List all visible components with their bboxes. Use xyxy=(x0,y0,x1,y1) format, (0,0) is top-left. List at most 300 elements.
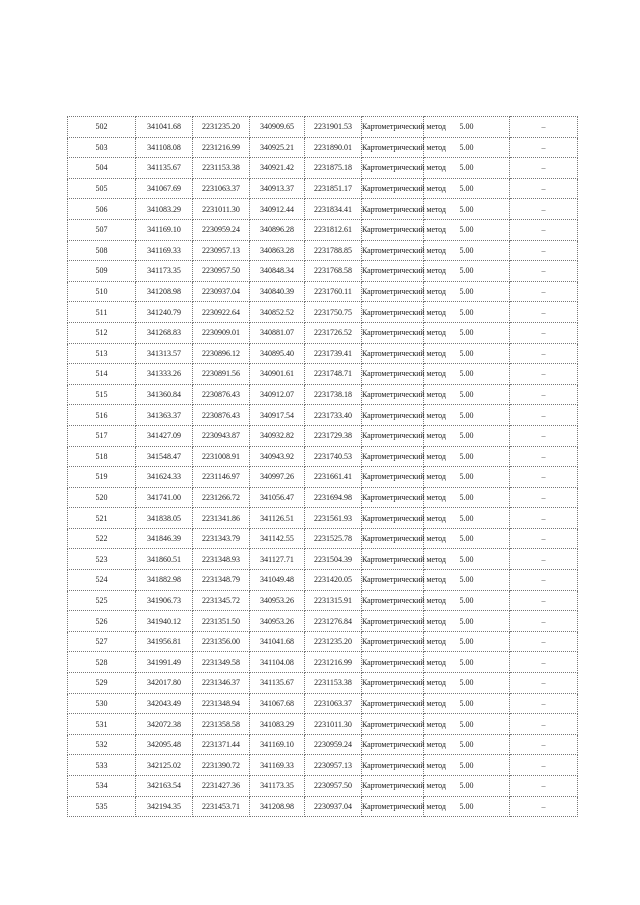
row-number-cell: 503 xyxy=(68,137,136,158)
y1-cell: 2231348.93 xyxy=(193,549,250,570)
x1-cell: 341313.57 xyxy=(136,343,193,364)
method-cell: Картометрический метод xyxy=(362,219,424,240)
accuracy-cell: 5.00 xyxy=(424,446,510,467)
accuracy-cell: 5.00 xyxy=(424,528,510,549)
accuracy-cell: 5.00 xyxy=(424,364,510,385)
x2-cell: 340932.82 xyxy=(250,425,305,446)
note-cell: – xyxy=(510,673,578,694)
row-number-cell: 515 xyxy=(68,384,136,405)
row-number-cell: 521 xyxy=(68,508,136,529)
x2-cell: 340917.54 xyxy=(250,405,305,426)
table-row xyxy=(68,240,578,261)
table-row xyxy=(68,570,578,591)
method-cell: Картометрический метод xyxy=(362,549,424,570)
x2-cell: 341127.71 xyxy=(250,549,305,570)
accuracy-cell: 5.00 xyxy=(424,631,510,652)
y2-cell: 2231739.41 xyxy=(305,343,362,364)
note-cell: – xyxy=(510,611,578,632)
x1-cell: 341268.83 xyxy=(136,322,193,343)
y1-cell: 2231348.79 xyxy=(193,570,250,591)
x1-cell: 342125.02 xyxy=(136,755,193,776)
note-cell: – xyxy=(510,570,578,591)
x2-cell: 340881.07 xyxy=(250,322,305,343)
accuracy-cell: 5.00 xyxy=(424,734,510,755)
row-number-cell: 525 xyxy=(68,590,136,611)
x2-cell: 340848.34 xyxy=(250,261,305,282)
method-cell: Картометрический метод xyxy=(362,240,424,261)
method-cell: Картометрический метод xyxy=(362,364,424,385)
x1-cell: 341135.67 xyxy=(136,158,193,179)
y1-cell: 2230937.04 xyxy=(193,281,250,302)
y2-cell: 2231726.52 xyxy=(305,322,362,343)
y2-cell: 2231011.30 xyxy=(305,714,362,735)
x2-cell: 341083.29 xyxy=(250,714,305,735)
row-number-cell: 508 xyxy=(68,240,136,261)
row-number-cell: 507 xyxy=(68,219,136,240)
note-cell: – xyxy=(510,302,578,323)
note-cell: – xyxy=(510,425,578,446)
note-cell: – xyxy=(510,590,578,611)
row-number-cell: 534 xyxy=(68,776,136,797)
y2-cell: 2230959.24 xyxy=(305,734,362,755)
x2-cell: 340943.92 xyxy=(250,446,305,467)
row-number-cell: 535 xyxy=(68,796,136,817)
y1-cell: 2231341.86 xyxy=(193,508,250,529)
method-cell: Картометрический метод xyxy=(362,508,424,529)
row-number-cell: 511 xyxy=(68,302,136,323)
y2-cell: 2231216.99 xyxy=(305,652,362,673)
x1-cell: 341169.33 xyxy=(136,240,193,261)
note-cell: – xyxy=(510,528,578,549)
y1-cell: 2231235.20 xyxy=(193,117,250,138)
y2-cell: 2230957.13 xyxy=(305,755,362,776)
method-cell: Картометрический метод xyxy=(362,755,424,776)
row-number-cell: 517 xyxy=(68,425,136,446)
table-row xyxy=(68,528,578,549)
y2-cell: 2231890.01 xyxy=(305,137,362,158)
table-row xyxy=(68,137,578,158)
method-cell: Картометрический метод xyxy=(362,343,424,364)
table-row xyxy=(68,508,578,529)
method-cell: Картометрический метод xyxy=(362,199,424,220)
x1-cell: 341427.09 xyxy=(136,425,193,446)
note-cell: – xyxy=(510,467,578,488)
table-row xyxy=(68,158,578,179)
row-number-cell: 524 xyxy=(68,570,136,591)
row-number-cell: 529 xyxy=(68,673,136,694)
y2-cell: 2230957.50 xyxy=(305,776,362,797)
method-cell: Картометрический метод xyxy=(362,302,424,323)
x2-cell: 341067.68 xyxy=(250,693,305,714)
x1-cell: 341882.98 xyxy=(136,570,193,591)
row-number-cell: 530 xyxy=(68,693,136,714)
x2-cell: 341169.10 xyxy=(250,734,305,755)
y1-cell: 2231266.72 xyxy=(193,487,250,508)
y2-cell: 2231315.91 xyxy=(305,590,362,611)
table-row xyxy=(68,261,578,282)
y2-cell: 2231504.39 xyxy=(305,549,362,570)
method-cell: Картометрический метод xyxy=(362,734,424,755)
row-number-cell: 506 xyxy=(68,199,136,220)
y1-cell: 2230957.13 xyxy=(193,240,250,261)
note-cell: – xyxy=(510,343,578,364)
row-number-cell: 522 xyxy=(68,528,136,549)
x2-cell: 341142.55 xyxy=(250,528,305,549)
y1-cell: 2231348.94 xyxy=(193,693,250,714)
table-row xyxy=(68,734,578,755)
method-cell: Картометрический метод xyxy=(362,158,424,179)
y1-cell: 2231008.91 xyxy=(193,446,250,467)
x1-cell: 341956.81 xyxy=(136,631,193,652)
accuracy-cell: 5.00 xyxy=(424,322,510,343)
table-row xyxy=(68,611,578,632)
x2-cell: 340912.44 xyxy=(250,199,305,220)
x1-cell: 341838.05 xyxy=(136,508,193,529)
accuracy-cell: 5.00 xyxy=(424,590,510,611)
x2-cell: 340895.40 xyxy=(250,343,305,364)
x1-cell: 341548.47 xyxy=(136,446,193,467)
method-cell: Картометрический метод xyxy=(362,528,424,549)
y1-cell: 2231343.79 xyxy=(193,528,250,549)
y1-cell: 2231146.97 xyxy=(193,467,250,488)
accuracy-cell: 5.00 xyxy=(424,755,510,776)
accuracy-cell: 5.00 xyxy=(424,673,510,694)
row-number-cell: 523 xyxy=(68,549,136,570)
accuracy-cell: 5.00 xyxy=(424,343,510,364)
y2-cell: 2231235.20 xyxy=(305,631,362,652)
x2-cell: 340953.26 xyxy=(250,590,305,611)
y1-cell: 2231346.37 xyxy=(193,673,250,694)
note-cell: – xyxy=(510,158,578,179)
row-number-cell: 519 xyxy=(68,467,136,488)
note-cell: – xyxy=(510,384,578,405)
note-cell: – xyxy=(510,631,578,652)
note-cell: – xyxy=(510,281,578,302)
accuracy-cell: 5.00 xyxy=(424,240,510,261)
table-row xyxy=(68,178,578,199)
accuracy-cell: 5.00 xyxy=(424,219,510,240)
x1-cell: 341169.10 xyxy=(136,219,193,240)
x2-cell: 340997.26 xyxy=(250,467,305,488)
x2-cell: 340913.37 xyxy=(250,178,305,199)
table-row xyxy=(68,487,578,508)
accuracy-cell: 5.00 xyxy=(424,384,510,405)
table-row xyxy=(68,322,578,343)
x1-cell: 341208.98 xyxy=(136,281,193,302)
note-cell: – xyxy=(510,322,578,343)
x1-cell: 341363.37 xyxy=(136,405,193,426)
table-row xyxy=(68,467,578,488)
x2-cell: 340912.07 xyxy=(250,384,305,405)
accuracy-cell: 5.00 xyxy=(424,570,510,591)
accuracy-cell: 5.00 xyxy=(424,508,510,529)
note-cell: – xyxy=(510,734,578,755)
accuracy-cell: 5.00 xyxy=(424,693,510,714)
y2-cell: 2231525.78 xyxy=(305,528,362,549)
row-number-cell: 509 xyxy=(68,261,136,282)
y2-cell: 2231733.40 xyxy=(305,405,362,426)
accuracy-cell: 5.00 xyxy=(424,178,510,199)
y1-cell: 2230891.56 xyxy=(193,364,250,385)
x1-cell: 342163.54 xyxy=(136,776,193,797)
method-cell: Картометрический метод xyxy=(362,487,424,508)
note-cell: – xyxy=(510,137,578,158)
y2-cell: 2231276.84 xyxy=(305,611,362,632)
accuracy-cell: 5.00 xyxy=(424,405,510,426)
x2-cell: 340896.28 xyxy=(250,219,305,240)
method-cell: Картометрический метод xyxy=(362,570,424,591)
row-number-cell: 516 xyxy=(68,405,136,426)
note-cell: – xyxy=(510,219,578,240)
accuracy-cell: 5.00 xyxy=(424,261,510,282)
accuracy-cell: 5.00 xyxy=(424,611,510,632)
x1-cell: 342043.49 xyxy=(136,693,193,714)
y1-cell: 2231345.72 xyxy=(193,590,250,611)
y2-cell: 2231875.18 xyxy=(305,158,362,179)
note-cell: – xyxy=(510,405,578,426)
x2-cell: 341049.48 xyxy=(250,570,305,591)
method-cell: Картометрический метод xyxy=(362,590,424,611)
y1-cell: 2231371.44 xyxy=(193,734,250,755)
accuracy-cell: 5.00 xyxy=(424,776,510,797)
y2-cell: 2231748.71 xyxy=(305,364,362,385)
table-row xyxy=(68,673,578,694)
method-cell: Картометрический метод xyxy=(362,384,424,405)
table-row xyxy=(68,776,578,797)
x2-cell: 341135.67 xyxy=(250,673,305,694)
x2-cell: 340909.65 xyxy=(250,117,305,138)
x1-cell: 342017.80 xyxy=(136,673,193,694)
table-row xyxy=(68,199,578,220)
y1-cell: 2230922.64 xyxy=(193,302,250,323)
y1-cell: 2230876.43 xyxy=(193,384,250,405)
method-cell: Картометрический метод xyxy=(362,673,424,694)
y1-cell: 2231390.72 xyxy=(193,755,250,776)
table-row xyxy=(68,343,578,364)
note-cell: – xyxy=(510,487,578,508)
y2-cell: 2231561.93 xyxy=(305,508,362,529)
table-row xyxy=(68,590,578,611)
x2-cell: 340901.61 xyxy=(250,364,305,385)
x1-cell: 341860.51 xyxy=(136,549,193,570)
y2-cell: 2231788.85 xyxy=(305,240,362,261)
accuracy-cell: 5.00 xyxy=(424,199,510,220)
method-cell: Картометрический метод xyxy=(362,796,424,817)
method-cell: Картометрический метод xyxy=(362,611,424,632)
accuracy-cell: 5.00 xyxy=(424,652,510,673)
row-number-cell: 510 xyxy=(68,281,136,302)
x1-cell: 341083.29 xyxy=(136,199,193,220)
table-row xyxy=(68,796,578,817)
note-cell: – xyxy=(510,652,578,673)
x1-cell: 341846.39 xyxy=(136,528,193,549)
method-cell: Картометрический метод xyxy=(362,137,424,158)
table-row xyxy=(68,652,578,673)
row-number-cell: 505 xyxy=(68,178,136,199)
y2-cell: 2231420.05 xyxy=(305,570,362,591)
y2-cell: 2231063.37 xyxy=(305,693,362,714)
accuracy-cell: 5.00 xyxy=(424,487,510,508)
x1-cell: 341360.84 xyxy=(136,384,193,405)
x2-cell: 340840.39 xyxy=(250,281,305,302)
table-row xyxy=(68,281,578,302)
note-cell: – xyxy=(510,776,578,797)
note-cell: – xyxy=(510,549,578,570)
table-row xyxy=(68,364,578,385)
method-cell: Картометрический метод xyxy=(362,322,424,343)
accuracy-cell: 5.00 xyxy=(424,302,510,323)
x1-cell: 341333.26 xyxy=(136,364,193,385)
row-number-cell: 513 xyxy=(68,343,136,364)
method-cell: Картометрический метод xyxy=(362,467,424,488)
x2-cell: 340852.52 xyxy=(250,302,305,323)
table-row xyxy=(68,631,578,652)
method-cell: Картометрический метод xyxy=(362,281,424,302)
y1-cell: 2231356.00 xyxy=(193,631,250,652)
row-number-cell: 518 xyxy=(68,446,136,467)
method-cell: Картометрический метод xyxy=(362,178,424,199)
coordinates-table xyxy=(67,116,578,817)
y1-cell: 2231216.99 xyxy=(193,137,250,158)
note-cell: – xyxy=(510,178,578,199)
x2-cell: 340925.21 xyxy=(250,137,305,158)
accuracy-cell: 5.00 xyxy=(424,467,510,488)
table-row xyxy=(68,384,578,405)
accuracy-cell: 5.00 xyxy=(424,117,510,138)
y2-cell: 2231901.53 xyxy=(305,117,362,138)
table-row xyxy=(68,714,578,735)
x1-cell: 341741.00 xyxy=(136,487,193,508)
note-cell: – xyxy=(510,261,578,282)
table-row xyxy=(68,302,578,323)
x2-cell: 341208.98 xyxy=(250,796,305,817)
y1-cell: 2230943.87 xyxy=(193,425,250,446)
y2-cell: 2231750.75 xyxy=(305,302,362,323)
method-cell: Картометрический метод xyxy=(362,425,424,446)
row-number-cell: 528 xyxy=(68,652,136,673)
x1-cell: 341240.79 xyxy=(136,302,193,323)
y1-cell: 2230957.50 xyxy=(193,261,250,282)
table-row xyxy=(68,425,578,446)
x2-cell: 341169.33 xyxy=(250,755,305,776)
y1-cell: 2231349.58 xyxy=(193,652,250,673)
x2-cell: 340921.42 xyxy=(250,158,305,179)
method-cell: Картометрический метод xyxy=(362,776,424,797)
method-cell: Картометрический метод xyxy=(362,405,424,426)
method-cell: Картометрический метод xyxy=(362,693,424,714)
accuracy-cell: 5.00 xyxy=(424,137,510,158)
accuracy-cell: 5.00 xyxy=(424,158,510,179)
note-cell: – xyxy=(510,755,578,776)
y1-cell: 2230876.43 xyxy=(193,405,250,426)
row-number-cell: 526 xyxy=(68,611,136,632)
x1-cell: 341906.73 xyxy=(136,590,193,611)
note-cell: – xyxy=(510,508,578,529)
note-cell: – xyxy=(510,117,578,138)
y1-cell: 2231358.58 xyxy=(193,714,250,735)
method-cell: Картометрический метод xyxy=(362,714,424,735)
y1-cell: 2231351.50 xyxy=(193,611,250,632)
table-row xyxy=(68,405,578,426)
note-cell: – xyxy=(510,693,578,714)
accuracy-cell: 5.00 xyxy=(424,796,510,817)
y1-cell: 2230909.01 xyxy=(193,322,250,343)
row-number-cell: 527 xyxy=(68,631,136,652)
note-cell: – xyxy=(510,199,578,220)
table-row xyxy=(68,446,578,467)
row-number-cell: 504 xyxy=(68,158,136,179)
y2-cell: 2231812.61 xyxy=(305,219,362,240)
method-cell: Картометрический метод xyxy=(362,446,424,467)
y2-cell: 2231760.11 xyxy=(305,281,362,302)
x2-cell: 341173.35 xyxy=(250,776,305,797)
table-row xyxy=(68,117,578,138)
row-number-cell: 520 xyxy=(68,487,136,508)
y1-cell: 2230959.24 xyxy=(193,219,250,240)
row-number-cell: 533 xyxy=(68,755,136,776)
x2-cell: 341104.08 xyxy=(250,652,305,673)
x2-cell: 341126.51 xyxy=(250,508,305,529)
row-number-cell: 532 xyxy=(68,734,136,755)
y1-cell: 2230896.12 xyxy=(193,343,250,364)
y2-cell: 2231694.98 xyxy=(305,487,362,508)
accuracy-cell: 5.00 xyxy=(424,425,510,446)
table-row xyxy=(68,219,578,240)
y2-cell: 2231661.41 xyxy=(305,467,362,488)
row-number-cell: 531 xyxy=(68,714,136,735)
y1-cell: 2231011.30 xyxy=(193,199,250,220)
x1-cell: 341041.68 xyxy=(136,117,193,138)
y1-cell: 2231063.37 xyxy=(193,178,250,199)
note-cell: – xyxy=(510,796,578,817)
y2-cell: 2231153.38 xyxy=(305,673,362,694)
row-number-cell: 502 xyxy=(68,117,136,138)
note-cell: – xyxy=(510,446,578,467)
note-cell: – xyxy=(510,714,578,735)
y1-cell: 2231427.36 xyxy=(193,776,250,797)
table-row xyxy=(68,755,578,776)
x2-cell: 341041.68 xyxy=(250,631,305,652)
x1-cell: 342095.48 xyxy=(136,734,193,755)
y2-cell: 2231851.17 xyxy=(305,178,362,199)
y2-cell: 2231768.58 xyxy=(305,261,362,282)
method-cell: Картометрический метод xyxy=(362,117,424,138)
x2-cell: 341056.47 xyxy=(250,487,305,508)
row-number-cell: 512 xyxy=(68,322,136,343)
method-cell: Картометрический метод xyxy=(362,261,424,282)
x1-cell: 342194.35 xyxy=(136,796,193,817)
row-number-cell: 514 xyxy=(68,364,136,385)
y2-cell: 2230937.04 xyxy=(305,796,362,817)
x1-cell: 341173.35 xyxy=(136,261,193,282)
x1-cell: 342072.38 xyxy=(136,714,193,735)
y2-cell: 2231834.41 xyxy=(305,199,362,220)
accuracy-cell: 5.00 xyxy=(424,281,510,302)
table-row xyxy=(68,549,578,570)
y2-cell: 2231729.38 xyxy=(305,425,362,446)
y1-cell: 2231153.38 xyxy=(193,158,250,179)
x1-cell: 341940.12 xyxy=(136,611,193,632)
table-body xyxy=(68,117,578,817)
x2-cell: 340953.26 xyxy=(250,611,305,632)
y2-cell: 2231740.53 xyxy=(305,446,362,467)
note-cell: – xyxy=(510,240,578,261)
accuracy-cell: 5.00 xyxy=(424,714,510,735)
x1-cell: 341067.69 xyxy=(136,178,193,199)
x2-cell: 340863.28 xyxy=(250,240,305,261)
x1-cell: 341108.08 xyxy=(136,137,193,158)
note-cell: – xyxy=(510,364,578,385)
